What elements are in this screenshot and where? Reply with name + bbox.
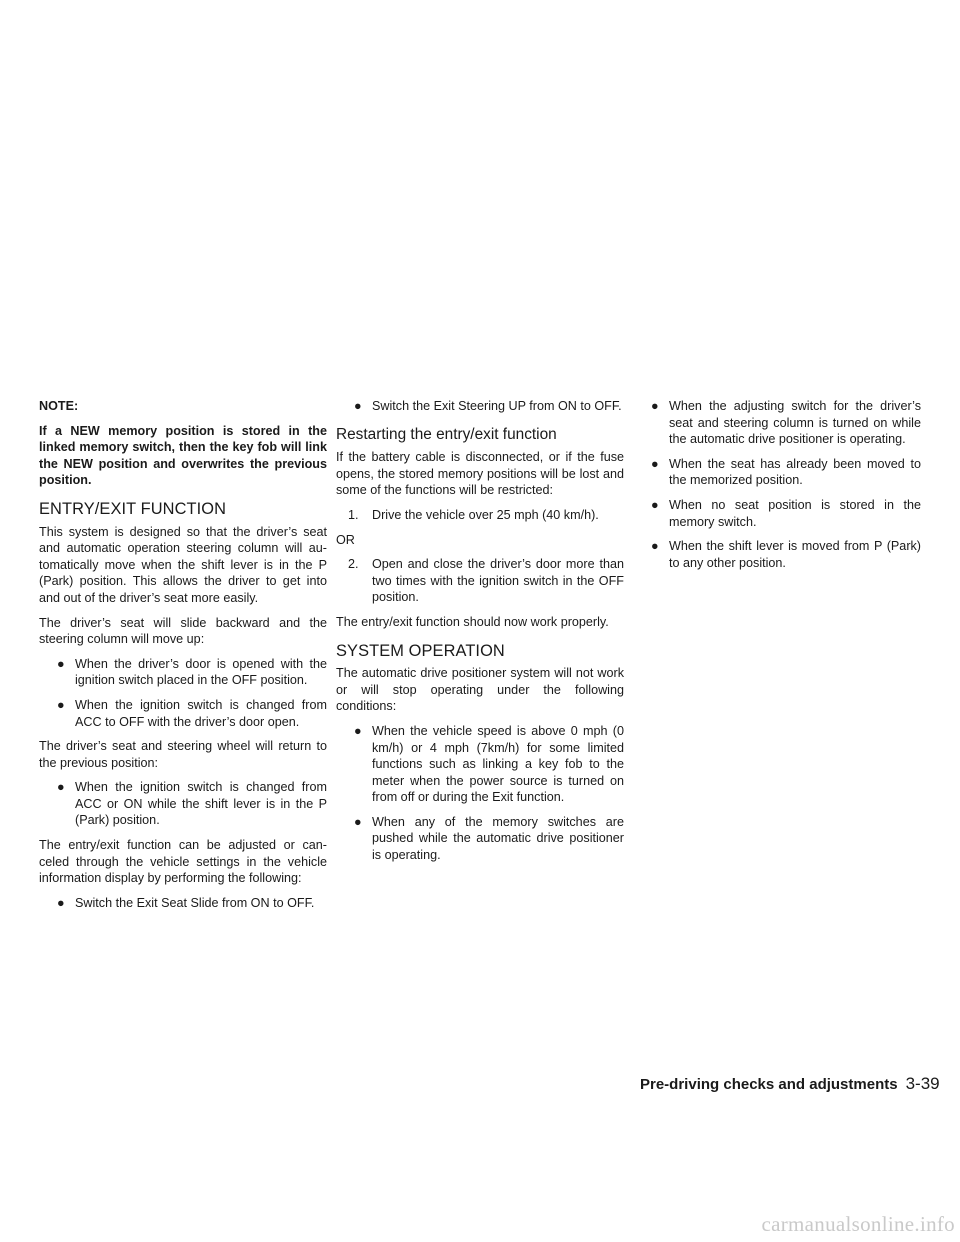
note-text: If a NEW memory position is stored in the linked memory switch, then the key fob will link the NEW position and overwrites the previous position. [39, 423, 327, 488]
list-item: ● When no seat position is stored in the memory switch. [651, 497, 921, 529]
column-3 [633, 398, 921, 579]
page-number: 3-39 [905, 1074, 940, 1093]
page-footer [640, 1074, 940, 1094]
list-item: ● When the driver’s door is opened with the ignition switch placed in the OFF position. [57, 656, 327, 688]
section-heading-restarting: Restarting the entry/exit function [336, 425, 557, 443]
bullet-icon: ● [651, 399, 659, 413]
bullet-icon: ● [57, 895, 65, 910]
paragraph: The entry/exit function can be adjusted or can- celed through the vehicle settings in the vehicle information display by performing the following: [39, 838, 327, 886]
paragraph: The entry/exit function should now work properly. [336, 614, 609, 629]
list-item: ● When the shift lever is moved from P (Park) to any other position. [651, 539, 921, 570]
paragraph: This system is designed so that the driver’s seat and automatic operation steering column will au- tomatically move when the shift lever is in the P (Park) position. This allows the driver to get into and out of the driver’s seat more easily. [39, 524, 327, 605]
note-label: NOTE: [39, 399, 79, 413]
paragraph: The driver’s seat will slide backward and the steering column will move up: [39, 615, 327, 647]
bullet-icon: ● [57, 697, 65, 712]
paragraph: The automatic drive positioner system will not work or will stop operating under the following conditions: [336, 666, 624, 714]
section-heading-system-operation: SYSTEM OPERATION [336, 641, 505, 660]
numbered-step: 2. Open and close the driver’s door more than two times with the ignition switch in the OFF position. [348, 557, 624, 605]
column-2 [336, 398, 624, 872]
bullet-icon: ● [57, 656, 65, 671]
bullet-icon: ● [651, 497, 659, 512]
list-item: ● When the ignition switch is changed from ACC or ON while the shift lever is in the P (Park) position. [57, 780, 327, 828]
paragraph: If the battery cable is disconnected, or if the fuse opens, the stored memory positions will be lost and some of the functions will be restricted: [336, 450, 624, 498]
list-item: ● When the ignition switch is changed from ACC to OFF with the driver’s door open. [57, 697, 327, 729]
watermark: carmanualsonline.info [761, 1212, 955, 1236]
numbered-step: 1. Drive the vehicle over 25 mph (40 km/h). [348, 507, 599, 522]
footer-section-title: Pre-driving checks and adjustments [640, 1076, 898, 1093]
bullet-icon: ● [354, 723, 362, 738]
list-item: ● When the seat has already been moved to the memorized position. [651, 456, 921, 488]
bullet-icon: ● [651, 539, 659, 554]
column-1 [39, 398, 327, 919]
bullet-icon: ● [57, 780, 65, 795]
bullet-icon: ● [354, 814, 362, 829]
bullet-icon: ● [354, 399, 362, 413]
list-item: ● Switch the Exit Steering UP from ON to OFF. [354, 399, 622, 413]
section-heading-entry-exit: ENTRY/EXIT FUNCTION [39, 499, 227, 518]
list-item: ● When the adjusting switch for the driver’s seat and steering column is turned on while the automatic drive positioner is operating. [651, 399, 921, 447]
list-item: ● When any of the memory switches are pushed while the automatic drive positioner is operating. [354, 814, 624, 863]
or-separator: OR [336, 532, 355, 547]
paragraph: The driver’s seat and steering wheel will return to the previous position: [39, 739, 327, 770]
list-item: ● Switch the Exit Seat Slide from ON to OFF. [57, 895, 315, 910]
list-item: ● When the vehicle speed is above 0 mph (0 km/h) or 4 mph (7km/h) for some limited functions such as linking a key fob to the meter when the power source is turned on from off or during the Exit function. [354, 723, 624, 805]
bullet-icon: ● [651, 456, 659, 471]
